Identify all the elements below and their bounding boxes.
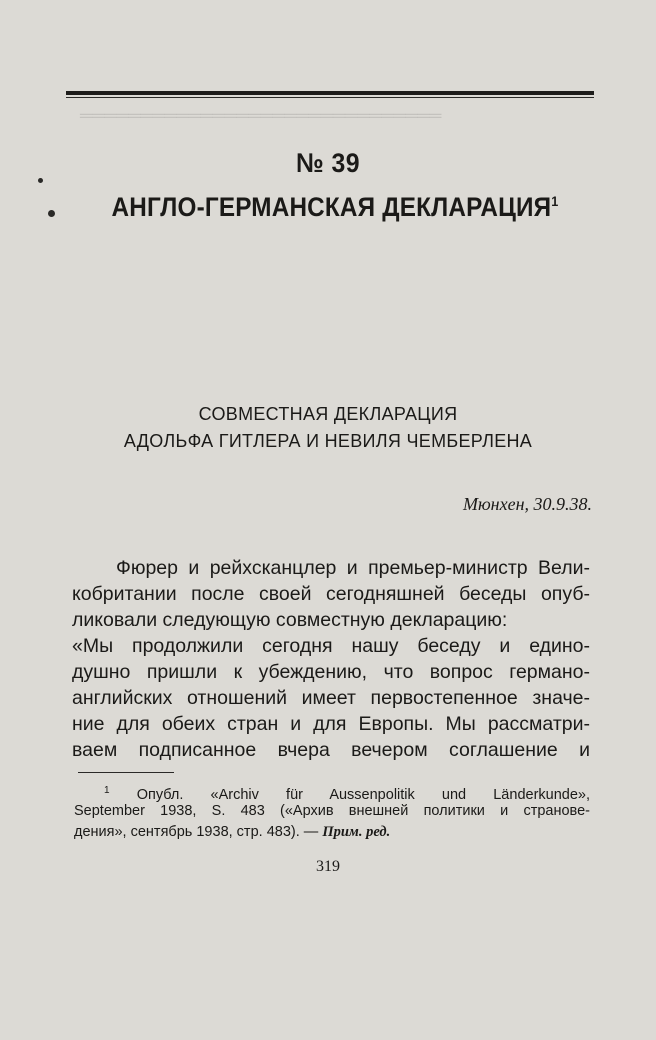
body-line: кобритании после своей сегодняшней беседы опуб- [72, 583, 590, 605]
subheading-line-2: АДОЛЬФА ГИТЛЕРА И НЕВИЛЯ ЧЕМБЕРЛЕНА [123, 431, 533, 451]
body-line: ваем подписанное вчера вечером соглашение и [72, 739, 590, 761]
subheading-line-1: СОВМЕСТНАЯ ДЕКЛАРАЦИЯ [198, 404, 458, 424]
document-title [97, 192, 574, 223]
body-line: ликовали следующую совместную декларацию: [72, 609, 508, 631]
margin-dot [38, 178, 43, 183]
footnote-line-2: September 1938, S. 483 («Архив внешней политики и странове- [74, 803, 590, 819]
bleed-through-texture: ══════════════════════════════ [80, 106, 442, 125]
body-line: ние для обеих стран и для Европы. Мы рассматри- [72, 713, 590, 735]
document-number: № 39 [295, 148, 361, 178]
body-line: Фюрер и рейхсканцлер и премьер-министр Вели- [116, 557, 590, 579]
header-rule-thick [66, 91, 594, 95]
editor-note: Прим. ред. [322, 824, 391, 840]
footnote-line-3 [74, 823, 590, 842]
footnote-text: дения», сентябрь 1938, стр. 483). — [74, 824, 323, 840]
title-footnote-marker: 1 [551, 193, 559, 209]
margin-dot [48, 210, 55, 217]
body-line: «Мы продолжили сегодня нашу беседу и едино- [72, 635, 590, 657]
footnote-text: Опубл. «Archiv für Aussenpolitik und Länderkunde», [136, 786, 590, 803]
header-rule-thin [66, 97, 594, 98]
document-title-text: АНГЛО-ГЕРМАНСКАЯ ДЕКЛАРАЦИЯ [111, 192, 552, 222]
footnote-rule [78, 772, 174, 773]
place-and-date: Мюнхен, 30.9.38. [462, 494, 592, 514]
body-line: английских отношений имеет первостепенное значе- [72, 687, 590, 709]
footnote-marker: 1 [104, 785, 110, 796]
page-number: 319 [316, 858, 340, 875]
body-line: душно пришли к убеждению, что вопрос германо- [72, 661, 590, 683]
